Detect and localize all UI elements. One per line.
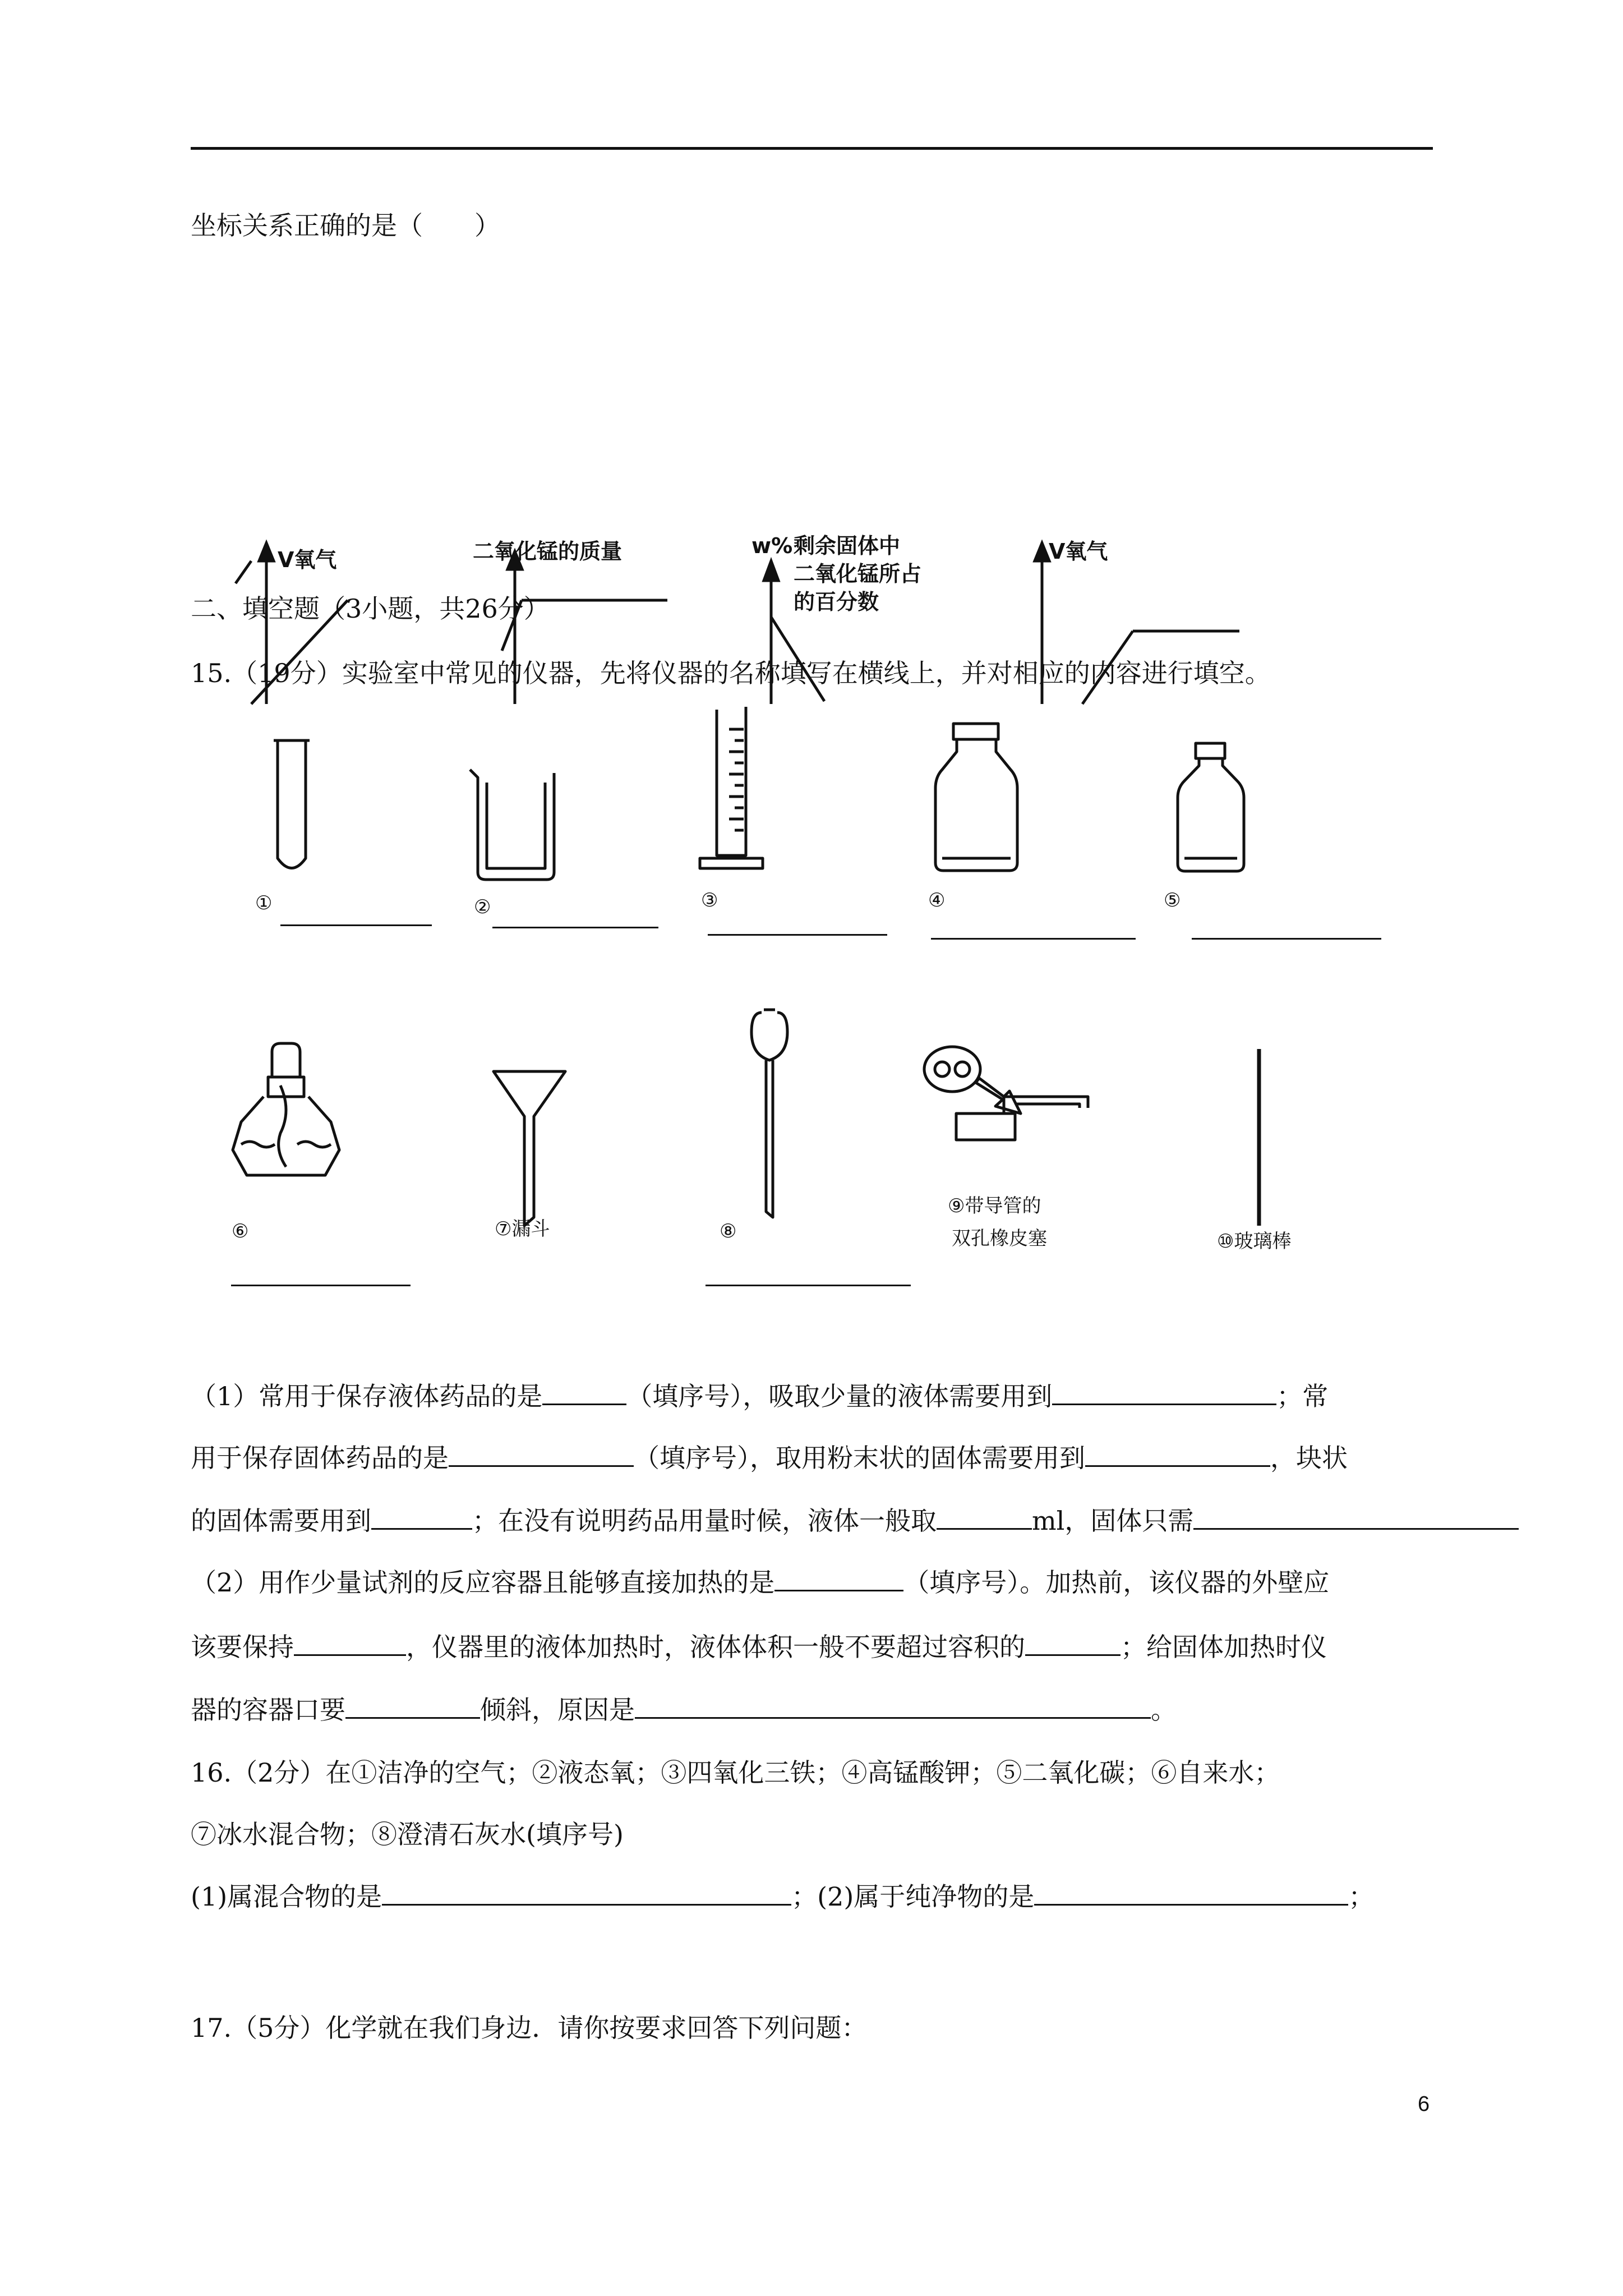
blank-outer-wall[interactable] bbox=[294, 1630, 406, 1656]
test-tube-icon bbox=[274, 740, 310, 868]
text-span: 器的容器口要 bbox=[191, 1695, 345, 1725]
blank-lump-tool[interactable] bbox=[371, 1503, 472, 1530]
section2-heading: 二、填空题（3小题，共26分） bbox=[191, 593, 550, 624]
beaker-icon bbox=[470, 770, 554, 880]
apparatus-label-6: ⑥ bbox=[232, 1220, 249, 1243]
q15-stem: 15.（19分）实验室中常见的仪器，先将仪器的名称填写在横线上，并对相应的内容进行填空。 bbox=[191, 658, 1271, 688]
text-span: ，块状 bbox=[1270, 1443, 1348, 1473]
blank-mixtures[interactable] bbox=[382, 1879, 791, 1906]
text-span: 的固体需要用到 bbox=[191, 1506, 371, 1536]
narrow-mouth-bottle-icon bbox=[1178, 743, 1244, 871]
graph4-label: V氧气 bbox=[1049, 539, 1108, 564]
q15-part2-line1 bbox=[191, 1565, 1329, 1599]
graph3-label-c: 二氧化锰所占 bbox=[794, 562, 922, 586]
q15-part2-line2 bbox=[191, 1630, 1327, 1664]
blank-solid-storage[interactable] bbox=[449, 1441, 634, 1467]
graph1-label: V氧气 bbox=[278, 547, 337, 572]
rubber-stopper-icon bbox=[924, 1047, 1088, 1140]
blank-small-liquid[interactable] bbox=[1052, 1379, 1276, 1405]
apparatus-blank-4[interactable] bbox=[931, 938, 1136, 940]
apparatus-blank-6[interactable] bbox=[231, 1285, 411, 1286]
q16-line1: 16.（2分）在①洁净的空气；②液态氧；③四氧化三铁；④高锰酸钾；⑤二氧化碳；⑥自来水； bbox=[191, 1757, 1280, 1788]
intro-text: 坐标关系正确的是（ ） bbox=[191, 210, 500, 241]
blank-liquid-storage[interactable] bbox=[542, 1379, 626, 1405]
page-number: 6 bbox=[1418, 2092, 1430, 2116]
apparatus-label-1: ① bbox=[255, 892, 273, 914]
text-span: （1）常用于保存液体药品的是 bbox=[191, 1381, 543, 1411]
text-span: ；常 bbox=[1276, 1381, 1329, 1411]
text-span: （2）用作少量试剂的反应容器且能够直接加热的是 bbox=[191, 1567, 775, 1598]
apparatus-label-10: ⑩玻璃棒 bbox=[1217, 1230, 1292, 1253]
apparatus-label-9b: 双孔橡皮塞 bbox=[952, 1227, 1047, 1250]
text-span: （填序号）。加热前，该仪器的外壁应 bbox=[903, 1567, 1330, 1598]
text-span: ；(2)属于纯净物的是 bbox=[791, 1881, 1035, 1912]
q17-line1: 17.（5分）化学就在我们身边．请你按要求回答下列问题： bbox=[191, 2013, 868, 2043]
apparatus-blank-1[interactable] bbox=[280, 924, 432, 926]
text-span: 用于保存固体药品的是 bbox=[191, 1443, 449, 1473]
graph3-label-d: 的百分数 bbox=[794, 590, 879, 614]
blank-heat-vessel[interactable] bbox=[774, 1565, 903, 1591]
apparatus-blank-2[interactable] bbox=[492, 927, 658, 928]
q16-line3 bbox=[191, 1879, 1374, 1913]
blank-powder-tool[interactable] bbox=[1085, 1441, 1270, 1467]
apparatus-blank-8[interactable] bbox=[706, 1285, 911, 1286]
text-span: （填序号），取用粉末状的固体需要用到 bbox=[634, 1443, 1085, 1473]
apparatus-label-5: ⑤ bbox=[1164, 889, 1181, 912]
apparatus-label-7: ⑦漏斗 bbox=[495, 1218, 550, 1240]
text-span: 。 bbox=[1151, 1695, 1177, 1725]
apparatus-label-8: ⑧ bbox=[720, 1220, 737, 1243]
graduated-cylinder-icon bbox=[700, 707, 763, 868]
funnel-icon bbox=[494, 1071, 565, 1226]
q15-part1-line1 bbox=[191, 1379, 1328, 1413]
graph2-label: 二氧化锰的质量 bbox=[473, 539, 623, 564]
apparatus-label-4: ④ bbox=[928, 889, 946, 912]
apparatus-label-9a: ⑨带导管的 bbox=[948, 1195, 1041, 1217]
q15-part2-line3 bbox=[191, 1692, 1177, 1727]
graph3-label-a: w% bbox=[751, 533, 793, 558]
text-span: 倾斜，原因是 bbox=[480, 1695, 635, 1725]
blank-liquid-amount[interactable] bbox=[937, 1503, 1032, 1530]
text-span: ； bbox=[1348, 1881, 1375, 1912]
blank-solid-amount[interactable] bbox=[1193, 1503, 1519, 1530]
blank-reason[interactable] bbox=[635, 1692, 1151, 1719]
q16-line2: ⑦冰水混合物；⑧澄清石灰水(填序号) bbox=[191, 1819, 624, 1849]
text-span: (1)属混合物的是 bbox=[191, 1881, 382, 1912]
graph3-label-b: 剩余固体中 bbox=[794, 533, 901, 558]
q15-part1-line2 bbox=[191, 1441, 1348, 1475]
text-span: ；在没有说明药品用量时候，液体一般取 bbox=[472, 1506, 937, 1536]
text-span: ml，固体只需 bbox=[1032, 1506, 1194, 1536]
blank-pure-substances[interactable] bbox=[1034, 1879, 1348, 1906]
blank-tilt-direction[interactable] bbox=[345, 1692, 480, 1719]
text-span: ，仪器里的液体加热时，液体体积一般不要超过容积的 bbox=[406, 1632, 1025, 1662]
q15-part1-line3 bbox=[191, 1503, 1519, 1538]
text-span: （填序号），吸取少量的液体需要用到 bbox=[626, 1381, 1053, 1411]
text-span: ；给固体加热时仪 bbox=[1121, 1632, 1327, 1662]
alcohol-lamp-icon bbox=[233, 1043, 339, 1175]
apparatus-blank-3[interactable] bbox=[708, 934, 887, 936]
apparatus-label-3: ③ bbox=[701, 889, 718, 912]
thistle-funnel-icon bbox=[751, 1010, 787, 1217]
text-span: 该要保持 bbox=[191, 1632, 294, 1662]
wide-mouth-bottle-icon bbox=[935, 724, 1017, 871]
apparatus-blank-5[interactable] bbox=[1192, 938, 1381, 940]
blank-volume-fraction[interactable] bbox=[1025, 1630, 1121, 1656]
apparatus-label-2: ② bbox=[474, 896, 491, 918]
